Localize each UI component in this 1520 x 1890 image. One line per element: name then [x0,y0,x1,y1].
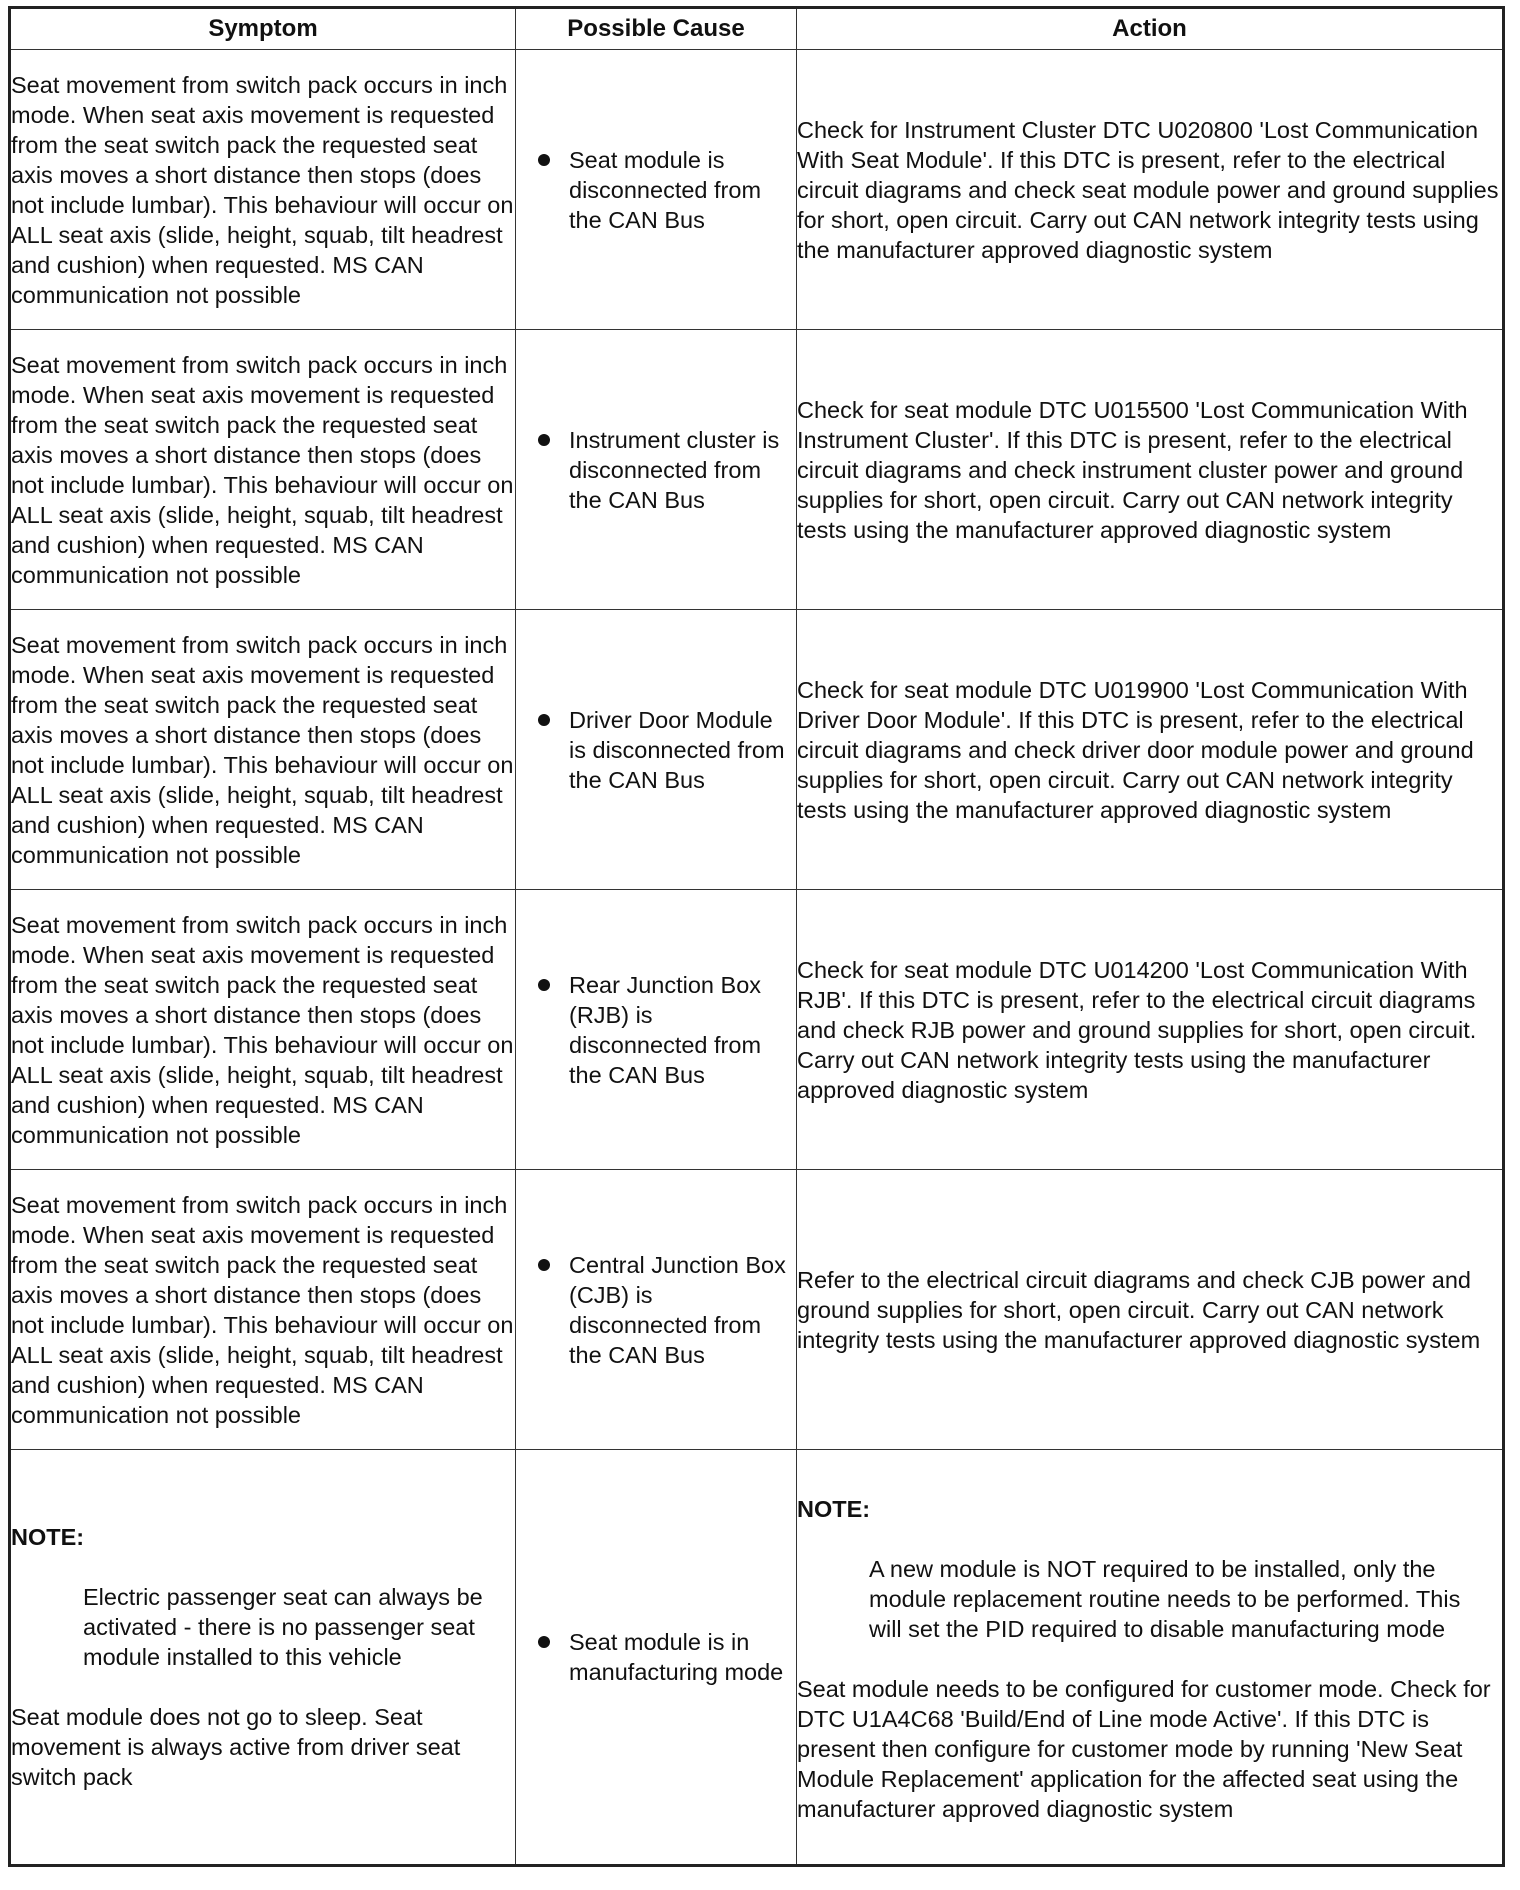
symptom-cell: Seat movement from switch pack occurs in inch mode. When seat axis movement is requested from the seat switch pack the requested seat axis moves a short distance then stops (does not include lumbar). This behaviour will occur on ALL seat axis (slide, height, squab, tilt headrest and cushion) when requested. MS CAN communication not possible [10,1170,516,1450]
symptom-text: Seat module does not go to sleep. Seat movement is always active from driver seat switch pack [11,1704,461,1790]
action-text: Seat module needs to be configured for customer mode. Check for DTC U1A4C68 'Build/End of Line mode Active'. If this DTC is present then configure for customer mode by running 'New Seat Module Replacement' application for the affected seat using the manufacturer approved diagnostic system [797,1676,1491,1822]
symptom-cell: Seat movement from switch pack occurs in inch mode. When seat axis movement is requested from the seat switch pack the requested seat axis moves a short distance then stops (does not include lumbar). This behaviour will occur on ALL seat axis (slide, height, squab, tilt headrest and cushion) when requested. MS CAN communication not possible [10,330,516,610]
header-symptom: Symptom [10,8,516,50]
symptom-cell: Seat movement from switch pack occurs in inch mode. When seat axis movement is requested from the seat switch pack the requested seat axis moves a short distance then stops (does not include lumbar). This behaviour will occur on ALL seat axis (slide, height, squab, tilt headrest and cushion) when requested. MS CAN communication not possible [10,890,516,1170]
table-row [10,1170,1504,1450]
bullet-icon [538,1259,550,1271]
action-cell: Refer to the electrical circuit diagrams and check CJB power and ground supplies for short, open circuit. Carry out CAN network integrity tests using the manufacturer approved diagnostic system [797,1170,1504,1450]
action-cell: Check for seat module DTC U019900 'Lost Communication With Driver Door Module'. If this DTC is present, refer to the electrical circuit diagrams and check driver door module power and ground supplies for short, open circuit. Carry out CAN network integrity tests using the manufacturer approved diagnostic system [797,610,1504,890]
cause-cell [516,610,797,890]
cause-cell [516,1170,797,1450]
note-text: Electric passenger seat can always be activated - there is no passenger seat module installed to this vehicle [83,1584,483,1670]
diagnostic-table [8,6,1505,1867]
action-cell [797,1450,1504,1866]
note-label: NOTE: [11,1524,85,1550]
cause-text: Instrument cluster is disconnected from the CAN Bus [569,426,780,513]
bullet-icon [538,1636,550,1648]
note-text: A new module is NOT required to be installed, only the module replacement routine needs to be performed. This will set the PID required to disable manufacturing mode [869,1556,1461,1642]
table-row [10,50,1504,330]
symptom-cell: Seat movement from switch pack occurs in inch mode. When seat axis movement is requested from the seat switch pack the requested seat axis moves a short distance then stops (does not include lumbar). This behaviour will occur on ALL seat axis (slide, height, squab, tilt headrest and cushion) when requested. MS CAN communication not possible [10,50,516,330]
action-cell: Check for seat module DTC U014200 'Lost Communication With RJB'. If this DTC is present, refer to the electrical circuit diagrams and check RJB power and ground supplies for short, open circuit. Carry out CAN network integrity tests using the manufacturer approved diagnostic system [797,890,1504,1170]
table-row [10,330,1504,610]
table-row [10,610,1504,890]
cause-text: Seat module is in manufacturing mode [569,1629,784,1685]
cause-cell [516,1450,797,1866]
header-action: Action [797,8,1504,50]
bullet-icon [538,154,550,166]
bullet-icon [538,714,550,726]
cause-cell [516,890,797,1170]
header-possible-cause: Possible Cause [516,8,797,50]
symptom-cell: Seat movement from switch pack occurs in inch mode. When seat axis movement is requested from the seat switch pack the requested seat axis moves a short distance then stops (does not include lumbar). This behaviour will occur on ALL seat axis (slide, height, squab, tilt headrest and cushion) when requested. MS CAN communication not possible [10,610,516,890]
cause-cell [516,50,797,330]
cause-text: Driver Door Module is disconnected from the CAN Bus [569,706,785,793]
action-cell: Check for seat module DTC U015500 'Lost Communication With Instrument Cluster'. If this DTC is present, refer to the electrical circuit diagrams and check instrument cluster power and ground supplies for short, open circuit. Carry out CAN network integrity tests using the manufacturer approved diagnostic system [797,330,1504,610]
cause-text: Rear Junction Box (RJB) is disconnected from the CAN Bus [569,971,762,1088]
table-row [10,1450,1504,1866]
cause-cell [516,330,797,610]
table-row [10,890,1504,1170]
bullet-icon [538,979,550,991]
cause-text: Central Junction Box (CJB) is disconnected from the CAN Bus [569,1251,786,1368]
symptom-cell [10,1450,516,1866]
bullet-icon [538,434,550,446]
cause-text: Seat module is disconnected from the CAN Bus [569,146,762,233]
note-label: NOTE: [797,1496,871,1522]
table-header-row [10,8,1504,50]
action-cell: Check for Instrument Cluster DTC U020800 'Lost Communication With Seat Module'. If this DTC is present, refer to the electrical circuit diagrams and check seat module power and ground supplies for short, open circuit. Carry out CAN network integrity tests using the manufacturer approved diagnostic system [797,50,1504,330]
